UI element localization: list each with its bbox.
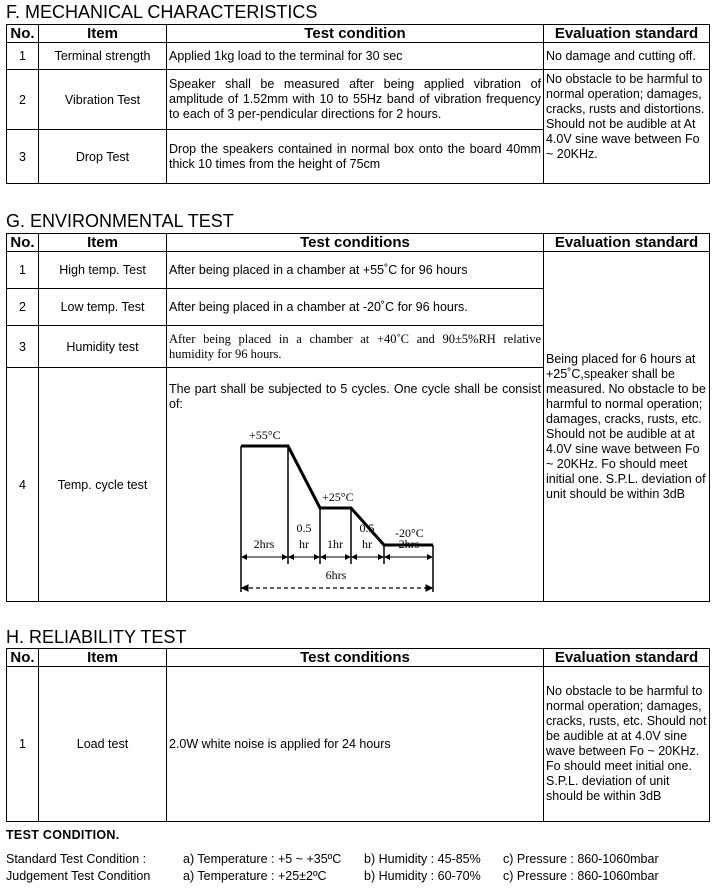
header-no: No. (7, 234, 39, 252)
row-item: Humidity test (39, 326, 167, 368)
judgement-pressure: c) Pressure : 860-1060mbar (503, 869, 659, 883)
row-item: Temp. cycle test (39, 368, 167, 602)
segment-label: hr (299, 537, 309, 551)
temp-label-low: -20°C (395, 526, 424, 540)
judgement-label: Judgement Test Condition (6, 869, 151, 883)
row-condition: Speaker shall be measured after being applied vibration of amplitude of 1.52mm with 10 to 55Hz band of vibration frequency to each of 3 per-pendicular directions for 2 hours. (167, 70, 544, 130)
row-evaluation: No obstacle to be harmful to normal operation; damages, cracks, rusts and distortions. Should not be audible at At 4.0V sine wave between Fo ~ 20KHz. (544, 70, 710, 184)
row-no: 4 (7, 368, 39, 602)
segment-label: 1hr (327, 537, 343, 551)
standard-label: Standard Test Condition : (6, 852, 147, 866)
judgement-temperature: a) Temperature : +25±2ºC (183, 869, 327, 883)
row-no: 1 (7, 43, 39, 70)
row-condition: The part shall be subjected to 5 cycles. One cycle shall be consist of: (169, 382, 541, 411)
row-condition: After being placed in a chamber at -20˚C for 96 hours. (167, 289, 544, 326)
row-evaluation: Being placed for 6 hours at +25˚C,speaker shall be measured. No obstacle to be harmful to normal operation; damages, cracks, rusts, etc. Should not be audible at at 4.0V sine wave between Fo ~ 20KHz. Fo should meet initial one. S.P.L. deviation of unit should be within 3dB (544, 252, 710, 602)
header-evaluation: Evaluation standard (544, 649, 710, 667)
table-header-row (7, 25, 710, 43)
temp-label-high: +55°C (249, 428, 281, 442)
table-header-row (7, 649, 710, 667)
row-item: Terminal strength (39, 43, 167, 70)
table-row (7, 252, 710, 289)
temp-label-mid: +25°C (322, 490, 354, 504)
judgement-humidity: b) Humidity : 60-70% (364, 869, 481, 883)
row-condition: Drop the speakers contained in normal box onto the board 40mm thick 10 times from the height of 75cm (167, 130, 544, 184)
row-item: Load test (39, 667, 167, 822)
row-condition: 2.0W white noise is applied for 24 hours (167, 667, 544, 822)
segment-label: 2hrs (253, 537, 275, 551)
header-evaluation: Evaluation standard (544, 25, 710, 43)
header-no: No. (7, 649, 39, 667)
row-no: 2 (7, 70, 39, 130)
row-no: 2 (7, 289, 39, 326)
row-condition: After being placed in a chamber at +55˚C for 96 hours (167, 252, 544, 289)
segment-label: 0.5 (359, 521, 375, 535)
section-f-title: F. MECHANICAL CHARACTERISTICS (6, 2, 318, 22)
header-item: Item (39, 649, 167, 667)
section-h-title: H. RELIABILITY TEST (6, 627, 187, 647)
row-no: 3 (7, 130, 39, 184)
header-test-conditions: Test conditions (167, 649, 544, 667)
standard-condition-row (6, 852, 709, 868)
header-test-condition: Test condition (167, 25, 544, 43)
mechanical-table (6, 24, 710, 184)
row-condition: After being placed in a chamber at +40˚C and 90±5%RH relative humidity for 96 hours. (167, 326, 544, 368)
header-evaluation: Evaluation standard (544, 234, 710, 252)
section-g-title: G. ENVIRONMENTAL TEST (6, 211, 234, 231)
header-test-conditions: Test conditions (167, 234, 544, 252)
segment-label: hr (362, 537, 372, 551)
row-no: 1 (7, 667, 39, 822)
row-condition: Applied 1kg load to the terminal for 30 sec (167, 43, 544, 70)
segment-label: 0.5 (296, 521, 312, 535)
total-label: 6hrs (325, 568, 347, 582)
row-item: Vibration Test (39, 70, 167, 130)
row-item: High temp. Test (39, 252, 167, 289)
standard-temperature: a) Temperature : +5 ~ +35ºC (183, 852, 342, 866)
row-no: 1 (7, 252, 39, 289)
temp-cycle-diagram (169, 412, 542, 602)
table-row (7, 667, 710, 822)
environmental-table (6, 233, 710, 602)
standard-pressure: c) Pressure : 860-1060mbar (503, 852, 659, 866)
segment-label: 2hrs (398, 537, 420, 551)
test-condition-title: TEST CONDITION. (6, 828, 120, 842)
judgement-condition-row (6, 869, 709, 885)
row-item: Low temp. Test (39, 289, 167, 326)
header-item: Item (39, 234, 167, 252)
table-row (7, 43, 710, 70)
standard-humidity: b) Humidity : 45-85% (364, 852, 481, 866)
temp-cycle-cell (167, 368, 544, 602)
table-row (7, 70, 710, 130)
row-evaluation: No obstacle to be harmful to normal operation; damages, cracks, rusts, etc. Should not be audible at at 4.0V sine wave between Fo ~ 20KHz. Fo should meet initial one. S.P.L. deviation of unit should be within 3dB (544, 667, 710, 822)
row-no: 3 (7, 326, 39, 368)
row-evaluation: No damage and cutting off. (544, 43, 710, 70)
table-header-row (7, 234, 710, 252)
header-item: Item (39, 25, 167, 43)
row-item: Drop Test (39, 130, 167, 184)
reliability-table (6, 648, 710, 822)
header-no: No. (7, 25, 39, 43)
